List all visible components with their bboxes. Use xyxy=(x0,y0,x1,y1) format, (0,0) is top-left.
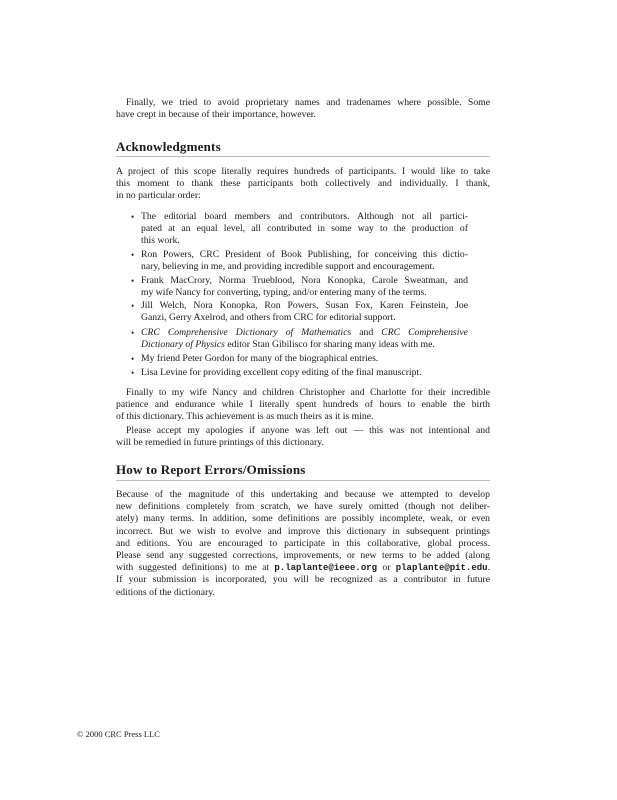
text-line: Please send any suggested corrections, improvements, or new terms to be added (along xyxy=(116,549,490,561)
bullet-icon: • xyxy=(131,368,135,378)
text-line: have crept in because of their importance, however. xyxy=(116,109,316,121)
text-line: Finally to my wife Nancy and children Christopher and Charlotte for their incredible xyxy=(126,387,490,398)
text-line: A project of this scope literally requires hundreds of participants. I would like to take xyxy=(116,166,490,177)
text-line: Ron Powers, CRC President of Book Publishing, for conceiving this dictio- xyxy=(141,249,468,260)
report-errors-heading: How to Report Errors/Omissions xyxy=(116,462,306,477)
list-item xyxy=(131,327,468,351)
text-line: Frank MacCrory, Norma Trueblood, Nora Konopka, Carole Sweatman, and xyxy=(141,275,468,286)
intro-paragraph xyxy=(116,97,490,121)
list-item xyxy=(131,367,468,379)
text-line: editions of the dictionary. xyxy=(116,586,215,598)
list-item xyxy=(131,300,468,324)
apology-paragraph xyxy=(116,425,490,449)
bullet-icon: • xyxy=(131,301,135,311)
list-item xyxy=(131,353,468,365)
text-line xyxy=(116,562,490,574)
text-line: this work. xyxy=(141,235,180,247)
text-line: this moment to thank these participants both collectively and individually. I thank, xyxy=(116,178,490,190)
text-line: pated at an equal level, all contributed in some way to the production of xyxy=(141,223,468,235)
text-line: and editions. You are encouraged to participate in this collaborative, global process. xyxy=(116,537,490,549)
list-item xyxy=(131,211,468,248)
bullet-icon: • xyxy=(131,250,135,260)
text-line: new definitions completely from scratch, we have surely omitted (though not deliber- xyxy=(116,501,490,513)
text-line: patience and endurance while I literally spent hundreds of hours to enable the birth xyxy=(116,399,490,411)
text-line: Jill Welch, Nora Konopka, Ron Powers, Susan Fox, Karen Feinstein, Joe xyxy=(141,300,468,311)
bullet-icon: • xyxy=(131,276,135,286)
text-span: CRC Comprehensive xyxy=(381,327,468,338)
bullet-icon: • xyxy=(131,212,135,222)
text-line: If your submission is incorporated, you will be recognized as a contributor in future xyxy=(116,574,490,586)
heading-rule xyxy=(116,156,490,157)
text-line: of this dictionary. This achievement is as much theirs as it is mine. xyxy=(116,411,374,423)
bullet-icon: • xyxy=(131,328,135,338)
text-line: ately) many terms. In addition, some definitions are possibly incomplete, weak, or even xyxy=(116,513,490,525)
acknowledgments-heading: Acknowledgments xyxy=(116,139,221,154)
text-line: in no particular order: xyxy=(116,190,201,202)
copyright-footer: © 2000 CRC Press LLC xyxy=(77,729,160,739)
list-item xyxy=(131,249,468,273)
text-line: The editorial board members and contributors. Although not all partici- xyxy=(141,211,468,222)
text-span: . xyxy=(487,562,490,574)
text-line: Finally, we tried to avoid proprietary names and tradenames where possible. Some xyxy=(126,97,490,108)
text-line: incorrect. But we wish to evolve and improve this dictionary in subsequent printings xyxy=(116,525,490,537)
text-line xyxy=(141,327,468,339)
text-line: My friend Peter Gordon for many of the biographical entries. xyxy=(141,353,379,364)
text-span: and xyxy=(351,327,382,338)
text-span: or xyxy=(377,562,396,574)
email-address: p.laplante@ieee.org xyxy=(274,563,378,574)
text-span: editor Stan Gibilisco for sharing many ideas with me. xyxy=(224,339,435,351)
text-line: Please accept my apologies if anyone was left out — this was not intentional and xyxy=(126,425,490,436)
text-span: with suggested definitions) to me at xyxy=(116,562,275,574)
text-line: Because of the magnitude of this undertaking and because we attempted to develop xyxy=(116,489,490,500)
text-line xyxy=(141,339,468,351)
text-line: nary, believing in me, and providing incredible support and encouragement. xyxy=(141,261,435,273)
bullet-icon: • xyxy=(131,354,135,364)
acknowledgments-intro xyxy=(116,166,490,203)
text-line: my wife Nancy for converting, typing, and/or entering many of the terms. xyxy=(141,287,427,299)
email-address: plaplante@pit.edu xyxy=(395,563,488,574)
report-errors-paragraph xyxy=(116,489,490,599)
text-span: Dictionary of Physics xyxy=(141,339,225,351)
text-span: CRC Comprehensive Dictionary of Mathematics xyxy=(141,327,352,338)
closing-paragraph xyxy=(116,387,490,424)
list-item xyxy=(131,275,468,299)
text-line: Ganzi, Gerry Axelrod, and others from CRC for editorial support. xyxy=(141,312,396,324)
heading-rule xyxy=(116,480,490,481)
text-line: Lisa Levine for providing excellent copy editing of the final manuscript. xyxy=(141,367,422,378)
text-line: will be remedied in future printings of this dictionary. xyxy=(116,437,324,449)
